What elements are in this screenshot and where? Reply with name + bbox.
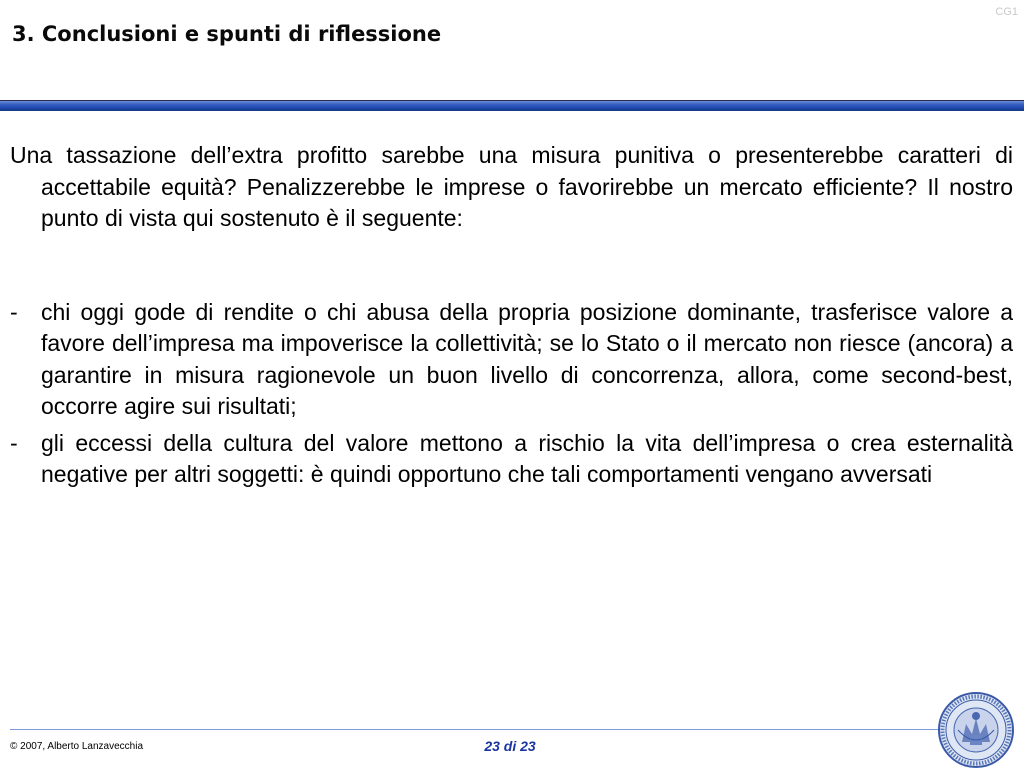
university-seal-icon <box>934 690 1018 768</box>
bullet-list <box>10 297 1013 491</box>
title-divider <box>0 100 1024 111</box>
copyright-notice: © 2007, Alberto Lanzavecchia <box>10 741 144 752</box>
bullet-text: gli eccessi della cultura del valore mettono a rischio la vita dell’impresa o crea esternalità negative per altri soggetti: è quindi opportuno che tali comportamenti vengano avversati <box>41 429 1013 487</box>
footer-divider <box>10 729 1013 730</box>
bullet-text: chi oggi gode di rendite o chi abusa della propria posizione dominante, trasferisce valore a favore dell’impresa ma impoverisce la collettività; se lo Stato o il mercato non riesce (ancora) a garantire in misura ragionevole un buon livello di concorrenza, allora, come second-best, occorre agire sui risultati; <box>41 298 1013 419</box>
dash-bullet-icon: - <box>10 298 18 325</box>
bullet-item <box>10 428 1013 491</box>
watermark-label: CG1 <box>995 6 1018 18</box>
dash-bullet-icon: - <box>10 429 18 456</box>
page-number: 23 di 23 <box>484 738 536 754</box>
intro-paragraph: Una tassazione dell’extra profitto sarebbe una misura punitiva o presenterebbe caratteri di accettabile equità? Penalizzerebbe le imprese o favorirebbe un mercato efficiente? Il nostro punto di vista qui sostenuto è il seguente: <box>10 142 1013 231</box>
slide-body <box>10 140 1013 496</box>
slide-title: 3. Conclusioni e spunti di riflessione <box>12 22 442 46</box>
bullet-item <box>10 297 1013 423</box>
